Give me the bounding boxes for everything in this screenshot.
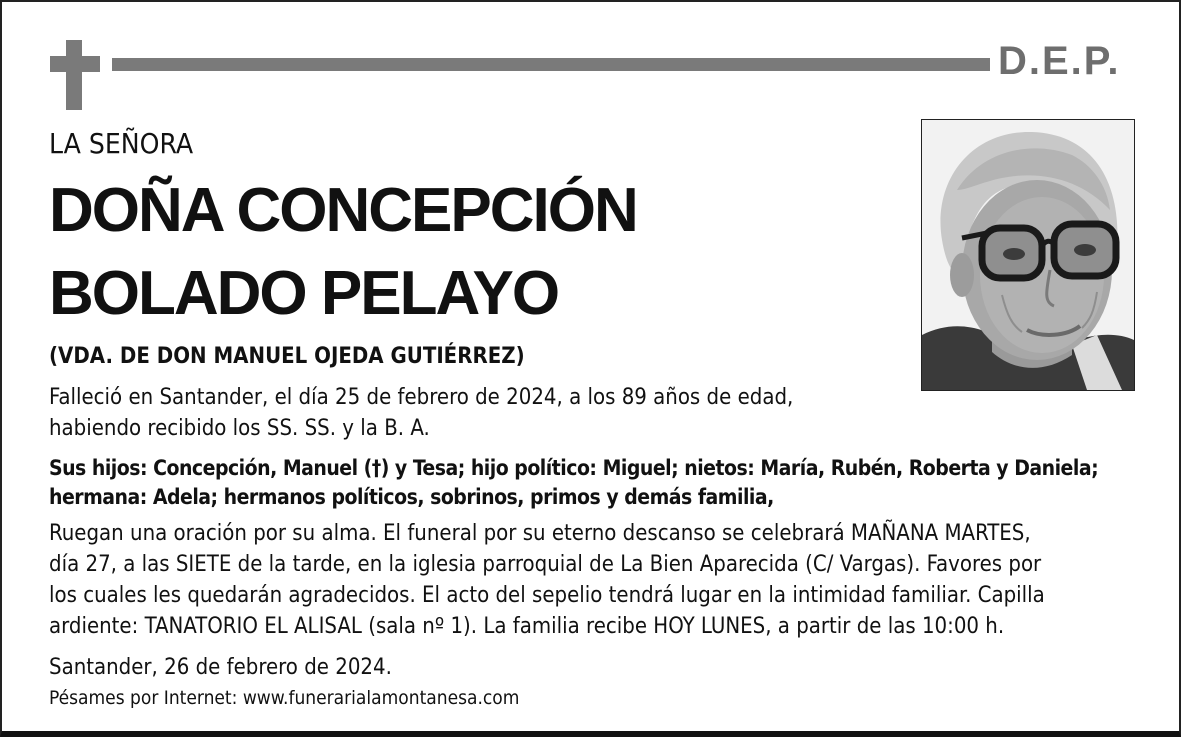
family-line1: Sus hijos: Concepción, Manuel (†) y Tesa; hijo político: Miguel; nietos: María, Rubén, Roberta y Daniela; [49,456,1099,480]
portrait-photo [921,119,1135,391]
dep-label: D.E.P. [998,39,1121,83]
place-date: Santander, 26 de febrero de 2024. [49,655,392,680]
family-line2: hermana: Adela; hermanos políticos, sobrinos, primos y demás familia, [49,485,774,509]
death-details-line1: Falleció en Santander, el día 25 de febrero de 2024, a los 89 años de edad, [49,385,794,410]
prayer-line: Ruegan una oración por su alma. El funeral por su eterno descanso se celebrará MAÑANA MARTES, [49,521,1031,546]
header-rule [112,58,990,71]
honorific: LA SEÑORA [49,127,194,160]
prayer-line: ardiente: TANATORIO EL ALISAL (sala nº 1). La familia recibe HOY LUNES, a partir de las 10:00 h. [49,614,1005,639]
cross-icon-bar [50,56,100,72]
condolences-line: Pésames por Internet: www.funerarialamontanesa.com [49,687,520,709]
prayer-paragraph [49,518,1139,642]
prayer-line: día 27, a las SIETE de la tarde, en la iglesia parroquial de La Bien Aparecida (C/ Vargas). Favores por [49,552,1042,577]
prayer-line: los cuales les quedarán agradecidos. El acto del sepelio tendrá lugar en la intimidad familiar. Capilla [49,583,1045,608]
widow-of: (VDA. DE DON MANUEL OJEDA GUTIÉRREZ) [49,344,525,369]
cross-icon [66,40,82,110]
death-details-line2: habiendo recibido los SS. SS. y la B. A. [49,416,430,441]
deceased-name-line2: BOLADO PELAYO [49,259,559,328]
deceased-name-line1: DOÑA CONCEPCIÓN [49,176,637,245]
